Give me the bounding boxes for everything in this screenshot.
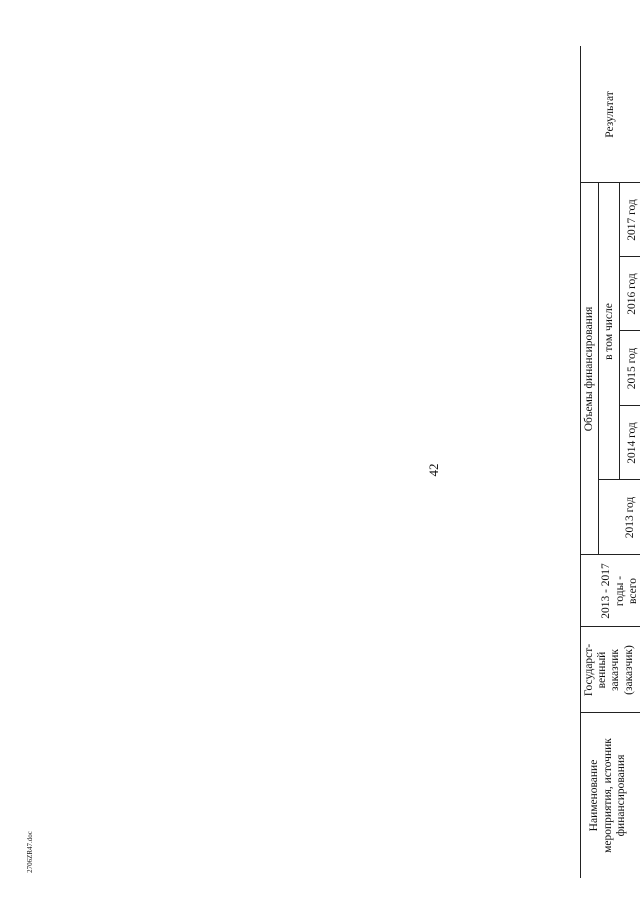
financing-header-rule bbox=[598, 183, 599, 555]
document-footer: 2706ZR47.doc bbox=[26, 831, 34, 873]
header-total: 2013 - 2017 годы - всего bbox=[600, 563, 640, 619]
page-number: 42 bbox=[426, 463, 441, 477]
header-2015: 2015 год bbox=[626, 347, 638, 390]
header-2014: 2014 год bbox=[626, 422, 638, 464]
header-financing: Объемы финансирования bbox=[583, 306, 595, 432]
table-top-border bbox=[580, 46, 581, 878]
header-name: Наименование мероприятия, источник финансирования bbox=[588, 738, 628, 853]
header-result: Результат bbox=[604, 91, 616, 138]
header-2017: 2017 год bbox=[626, 199, 638, 241]
header-customer: Государст- венный заказчик (заказчик) bbox=[583, 643, 635, 697]
header-2016: 2016 год bbox=[626, 273, 638, 315]
including-header-rule bbox=[619, 183, 620, 480]
header-2013: 2013 год bbox=[624, 496, 636, 539]
header-including: в том числе bbox=[603, 303, 615, 360]
